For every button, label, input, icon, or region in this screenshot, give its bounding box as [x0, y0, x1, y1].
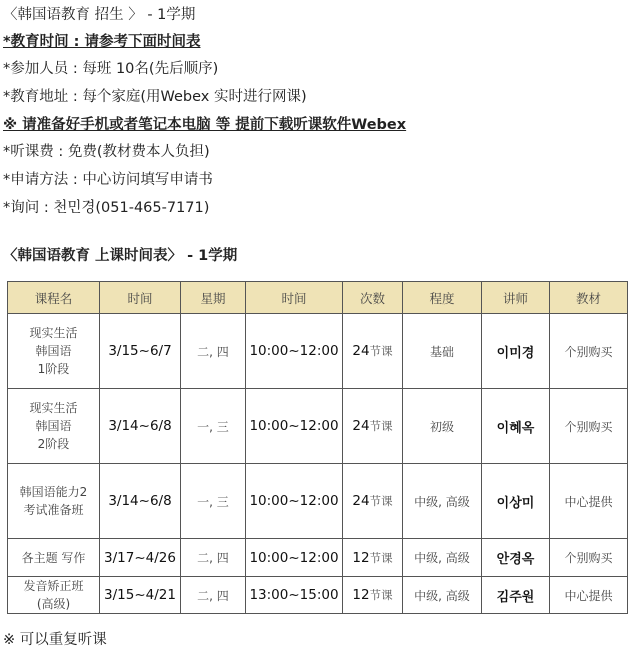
course-material: 个别购买: [550, 314, 628, 389]
table-row: [8, 539, 628, 577]
course-material: 个别购买: [550, 389, 628, 464]
table-row: [8, 577, 628, 614]
course-days: 二, 四: [181, 577, 246, 614]
schedule-title: 〈韩国语教育 上课时间表〉 - 1学期: [3, 248, 238, 264]
course-name: 韩国语能力2 考试准备班: [8, 464, 100, 539]
course-time: 10:00~12:00: [246, 314, 343, 389]
footer-note: ※ 可以重复听课: [3, 632, 107, 648]
course-material: 中心提供: [550, 464, 628, 539]
table-row: [8, 314, 628, 389]
course-time: 10:00~12:00: [246, 464, 343, 539]
course-level: 中级, 高级: [403, 539, 482, 577]
header-level: 程度: [403, 282, 482, 314]
course-teacher: 이상미: [482, 464, 550, 539]
header-course: 课程名: [8, 282, 100, 314]
course-period: 3/15~6/7: [100, 314, 181, 389]
course-time: 10:00~12:00: [246, 389, 343, 464]
course-period: 3/14~6/8: [100, 464, 181, 539]
course-time: 13:00~15:00: [246, 577, 343, 614]
header-time: 时间: [246, 282, 343, 314]
course-days: 二, 四: [181, 314, 246, 389]
schedule-table: [7, 281, 628, 614]
notice-line: ※ 请准备好手机或者笔记本电脑 等 提前下载听课软件Webex: [3, 117, 407, 133]
header-sessions: 次数: [343, 282, 403, 314]
course-material: 中心提供: [550, 577, 628, 614]
course-time: 10:00~12:00: [246, 539, 343, 577]
course-teacher: 안경옥: [482, 539, 550, 577]
course-sessions: 24节课: [343, 314, 403, 389]
course-level: 中级, 高级: [403, 577, 482, 614]
course-sessions: 24节课: [343, 464, 403, 539]
course-teacher: 이미경: [482, 314, 550, 389]
course-period: 3/15~4/21: [100, 577, 181, 614]
header-days: 星期: [181, 282, 246, 314]
course-teacher: 이혜옥: [482, 389, 550, 464]
course-period: 3/14~6/8: [100, 389, 181, 464]
course-sessions: 12节课: [343, 539, 403, 577]
course-days: 二, 四: [181, 539, 246, 577]
course-name: 现实生活 韩国语 1阶段: [8, 314, 100, 389]
course-name: 发音矫正班 (高级): [8, 577, 100, 614]
course-sessions: 24节课: [343, 389, 403, 464]
course-level: 中级, 高级: [403, 464, 482, 539]
header-period: 时间: [100, 282, 181, 314]
participants-line: *参加人员 : 每班 10名(先后顺序): [3, 61, 219, 77]
fee-line: *听课费 : 免费(教材费本人负担): [3, 144, 210, 160]
course-days: 一, 三: [181, 464, 246, 539]
education-time-line: *教育时间 : 请参考下面时间表: [3, 34, 201, 50]
course-name: 现实生活 韩国语 2阶段: [8, 389, 100, 464]
course-name: 各主题 写作: [8, 539, 100, 577]
course-teacher: 김주원: [482, 577, 550, 614]
table-header-row: [8, 282, 628, 314]
course-days: 一, 三: [181, 389, 246, 464]
page-heading: 〈韩国语教育 招生 〉 - 1学期: [3, 7, 196, 23]
course-level: 基础: [403, 314, 482, 389]
course-period: 3/17~4/26: [100, 539, 181, 577]
apply-method-line: *申请方法 : 中心访问填写申请书: [3, 172, 213, 188]
table-row: [8, 389, 628, 464]
contact-line: *询问 : 천민경(051-465-7171): [3, 200, 210, 216]
header-material: 教材: [550, 282, 628, 314]
course-level: 初级: [403, 389, 482, 464]
course-material: 个别购买: [550, 539, 628, 577]
header-teacher: 讲师: [482, 282, 550, 314]
table-row: [8, 464, 628, 539]
location-line: *教育地址 : 每个家庭(用Webex 实时进行网课): [3, 89, 307, 105]
course-sessions: 12节课: [343, 577, 403, 614]
